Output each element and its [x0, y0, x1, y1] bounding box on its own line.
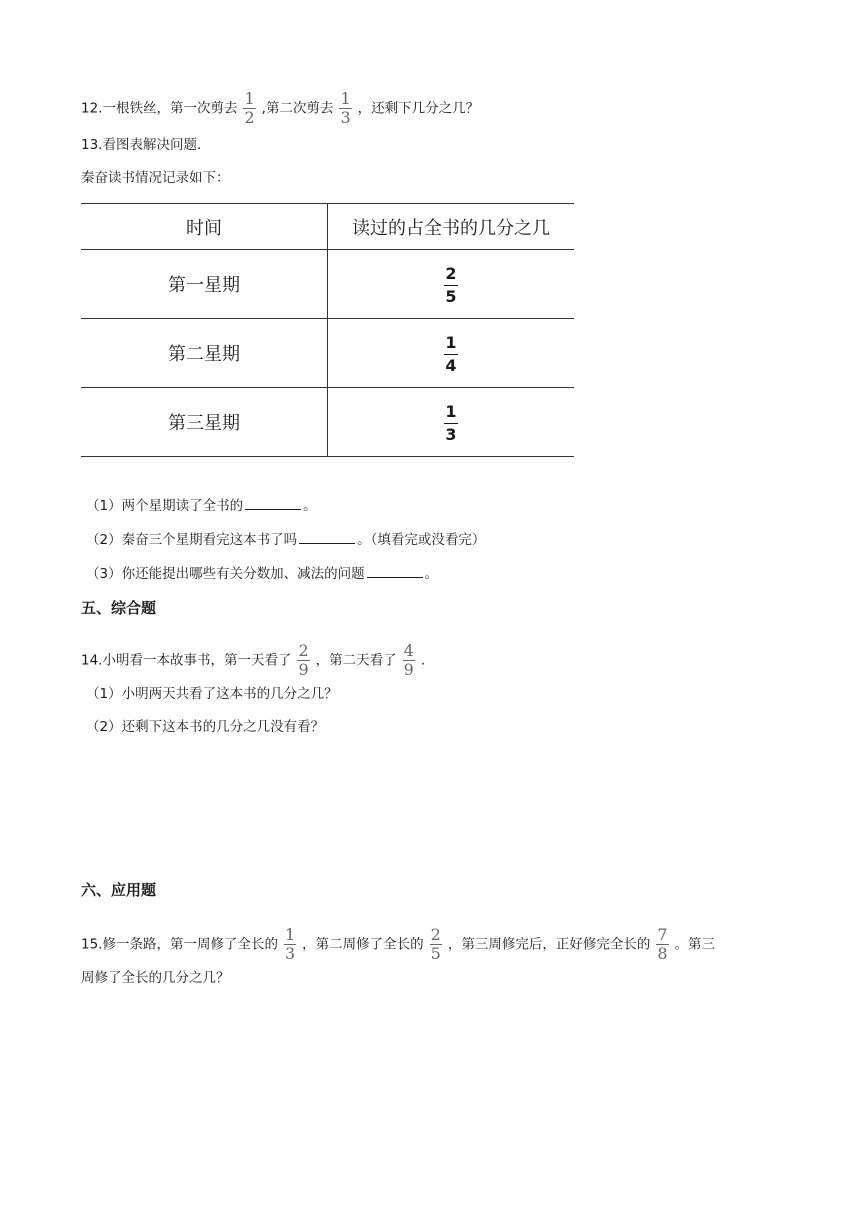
- q12-text-1: 12.一根铁丝，第一次剪去: [81, 100, 238, 117]
- q14-sub-1: （1）小明两天共看了这本书的几分之几？: [86, 686, 338, 702]
- q13-sub-2: （2）秦奋三个星期看完这本书了吗 。（填看完或没看完）: [86, 529, 485, 550]
- section-5-heading: 五、综合题: [81, 599, 157, 617]
- table-header-row: [81, 204, 574, 250]
- question-15: 15.修一条路，第一周修了全长的 $\frac{1}{3}$ ，第二周修了全长的 $\frac{2}{5}$ ，第三周修完后，正好修完全长的 $\frac{7}{8}$ 。第三: [81, 925, 716, 963]
- q12-text-2: ,第二次剪去: [261, 100, 334, 117]
- question-12: [81, 91, 479, 126]
- answer-blank: [367, 563, 423, 578]
- q13-sub-1: （1）两个星期读了全书的 。: [86, 495, 317, 516]
- table-row: [81, 388, 574, 457]
- q13-sub-3: （3）你还能提出哪些有关分数加、减法的问题 。: [86, 563, 438, 584]
- fraction-cell: $\frac{1}{4}$: [445, 333, 457, 375]
- table-row: [81, 319, 574, 388]
- fraction-cell: $\frac{2}{5}$: [445, 264, 457, 306]
- section-6-heading: 六、应用题: [81, 881, 157, 899]
- q14-fraction-1: $\frac{2}{9}$: [298, 641, 309, 679]
- answer-blank: [299, 529, 355, 544]
- q14-fraction-2: $\frac{4}{9}$: [403, 641, 414, 679]
- fraction-cell: $\frac{1}{3}$: [445, 402, 457, 444]
- header-fraction-read: 读过的占全书的几分之几: [352, 217, 550, 239]
- q12-text-3: ，还剩下几分之几？: [357, 100, 480, 117]
- q12-fraction-1: $\frac{1}{2}$: [244, 89, 255, 127]
- q15-line-2: 周修了全长的几分之几？: [81, 970, 230, 986]
- q15-fraction-2: $\frac{2}{5}$: [430, 925, 441, 963]
- q15-fraction-1: $\frac{1}{3}$: [284, 925, 296, 963]
- week-cell: 第一星期: [81, 250, 328, 319]
- table-row: [81, 250, 574, 319]
- week-cell: 第三星期: [81, 388, 328, 457]
- q15-fraction-3: $\frac{7}{8}$: [657, 925, 668, 963]
- q14-sub-2: （2）还剩下这本书的几分之几没有看？: [86, 719, 325, 735]
- q12-fraction-2: $\frac{1}{3}$: [340, 89, 351, 127]
- q13-title: 13.看图表解决问题.: [81, 137, 202, 153]
- question-14: 14.小明看一本故事书，第一天看了 $\frac{2}{9}$ ，第二天看了 $\frac{4}{9}$ .: [81, 641, 426, 679]
- week-cell: 第二星期: [81, 319, 328, 388]
- q13-intro: 秦奋读书情况记录如下：: [81, 170, 230, 186]
- reading-record-table: [81, 203, 574, 457]
- header-time: 时间: [81, 204, 328, 250]
- answer-blank: [245, 495, 301, 510]
